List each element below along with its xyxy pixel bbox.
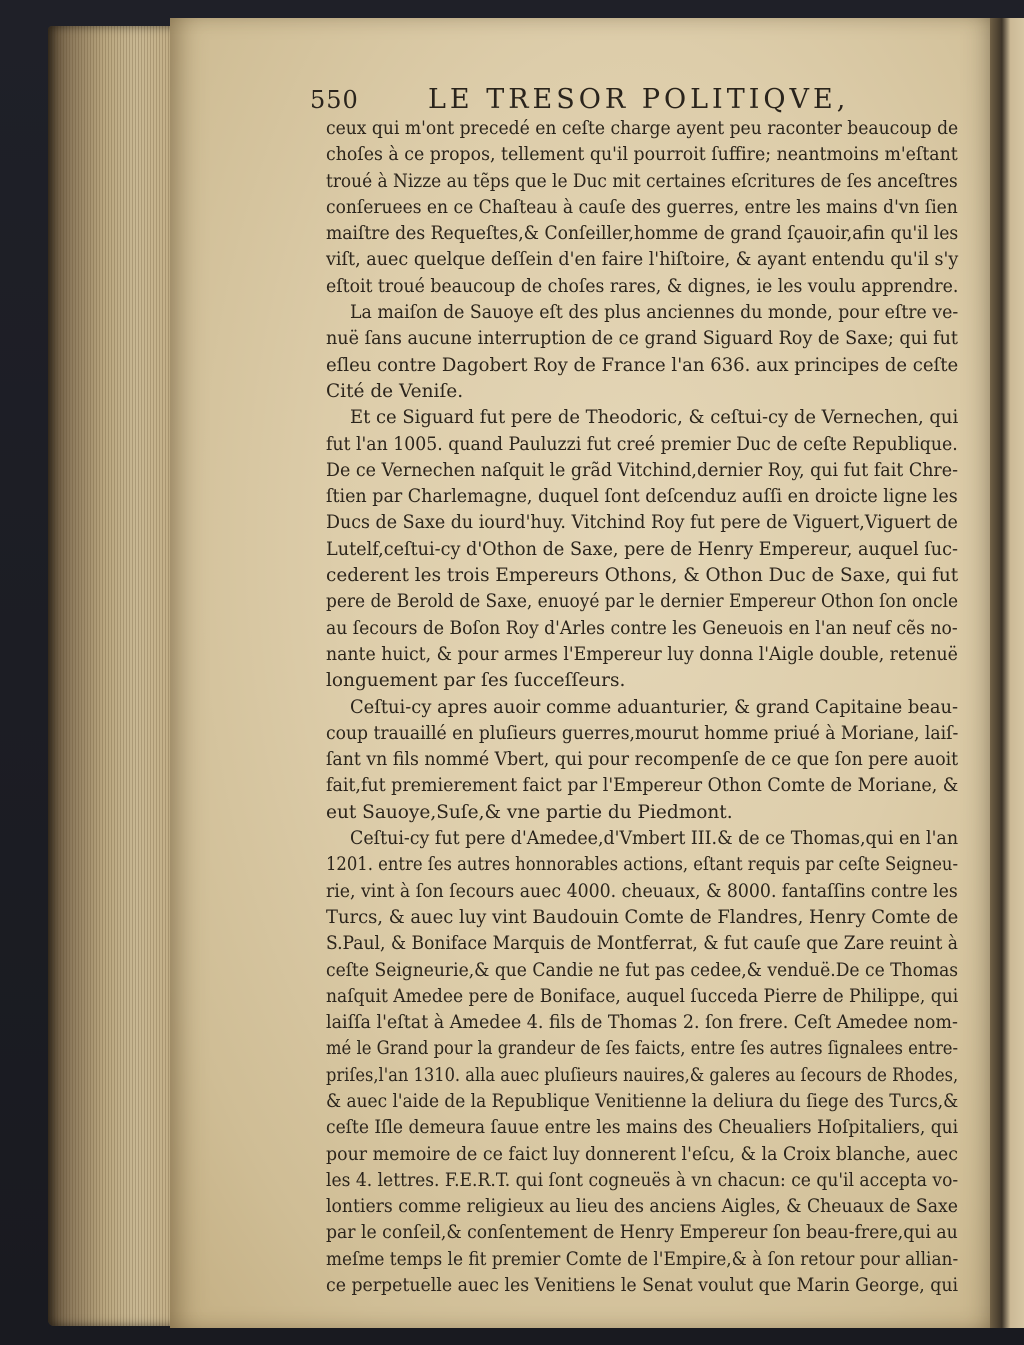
text-line [326, 958, 958, 984]
text-line-content: fait,fut premierement faict par l'Empereur Othon Comte de Moriane, & [326, 775, 959, 797]
text-line [326, 1142, 958, 1168]
text-line-content: ceſte Iſle demeura ſauue entre les mains des Cheualiers Hoſpitaliers, qui [326, 1117, 959, 1139]
text-line-content: 1201. entre ſes autres honnorables actions, eſtant requis par ceſte Seigneu- [326, 854, 958, 876]
text-line-content: meſme temps le fit premier Comte de l'Empire,& à ſon retour pour allian- [326, 1248, 959, 1270]
text-line-content: La maiſon de Sauoye eſt des plus anciennes du monde, pour eſtre ve- [350, 302, 959, 324]
text-line-content: coup trauaillé en pluſieurs guerres,mourut homme priué à Moriane, laiſ- [326, 722, 959, 744]
text-line-content: laiſſa l'eſtat à Amedee 4. fils de Thomas 2. ſon frere. Ceſt Amedee nom- [326, 1012, 958, 1034]
text-line-content: Ceſtui-cy fut pere d'Amedee,d'Vmbert III.& de ce Thomas,qui en l'an [350, 828, 959, 850]
text-line [326, 169, 958, 195]
body-text [326, 116, 958, 1299]
text-line [326, 274, 958, 300]
text-line [326, 510, 958, 536]
text-line [326, 1089, 958, 1115]
text-line [326, 1115, 958, 1141]
text-line-content: priſes,l'an 1310. alla auec pluſieurs nauires,& galeres au ſecours de Rhodes, [326, 1064, 959, 1086]
text-line-content: naſquit Amedee pere de Boniface, auquel ſucceda Pierre de Philippe, qui [326, 985, 959, 1007]
text-line [326, 1273, 958, 1299]
text-line [326, 589, 958, 615]
text-line [326, 984, 958, 1010]
text-line-content: eſtoit troué beaucoup de choſes rares, & dignes, ie les voulu apprendre. [326, 275, 959, 297]
text-line-content: lontiers comme religieux au lieu des anciens Aigles, & Cheuaux de Saxe [326, 1196, 958, 1218]
text-line-content: pere de Berold de Saxe, enuoyé par le dernier Empereur Othon ſon oncle [326, 591, 959, 613]
text-line-content: De ce Vernechen naſquit le grãd Vitchind,dernier Roy, qui fut fait Chre- [326, 459, 958, 481]
text-line-content: Ducs de Saxe du iourd'huy. Vitchind Roy fut pere de Viguert,Viguert de [326, 512, 958, 534]
text-line [326, 432, 958, 458]
text-line-content: cederent les trois Empereurs Othons, & Othon Duc de Saxe, qui fut [326, 565, 959, 587]
text-line [326, 905, 958, 931]
book-gutter [990, 18, 1024, 1328]
text-line [326, 773, 958, 799]
text-line-content: au ſecours de Boſon Roy d'Arles contre les Geneuois en l'an neuf cẽs no- [326, 617, 958, 639]
text-line-content: troué à Nizze au tẽps que le Duc mit certaines eſcritures de ſes anceſtres [326, 170, 958, 192]
text-line-content: ſant vn fils nommé Vbert, qui pour recompenſe de ce que ſon pere auoit [326, 749, 959, 771]
text-line-content: Lutelf,ceſtui-cy d'Othon de Saxe, pere de Henry Empereur, auquel ſuc- [326, 538, 958, 560]
page-number: 550 [310, 86, 359, 114]
text-line-content: pour memoire de ce faict luy donnerent l'eſcu, & la Croix blanche, auec [326, 1143, 958, 1165]
text-line-content: Et ce Siguard fut pere de Theodoric, & ceſtui-cy de Vernechen, qui [350, 407, 959, 429]
text-line [326, 931, 958, 957]
running-head [310, 84, 870, 118]
text-line-content: mé le Grand pour la grandeur de ſes faicts, entre ſes autres ſignalees entre- [326, 1038, 959, 1060]
text-line [326, 747, 958, 773]
text-line-content: choſes à ce propos, tellement qu'il pourroit ſuffire; neantmoins m'eſtant [326, 144, 958, 166]
text-line-content: Ceſtui-cy apres auoir comme aduanturier, & grand Capitaine beau- [350, 696, 959, 718]
text-line [326, 616, 958, 642]
text-line-content: Cité de Veniſe. [326, 380, 464, 402]
text-line [326, 1194, 958, 1220]
text-line [326, 1247, 958, 1273]
text-line-content: eſleu contre Dagobert Roy de France l'an 636. aux principes de ceſte [326, 354, 959, 376]
text-line [326, 1168, 958, 1194]
text-line-content: ceux qui m'ont precedé en ceſte charge ayent peu raconter beaucoup de [326, 118, 959, 139]
text-line-content: rie, vint à ſon ſecours auec 4000. cheuaux, & 8000. fantaſſins contre les [326, 880, 958, 902]
book-page-edges [48, 26, 174, 1326]
text-line-content: longuement par ſes ſucceſſeurs. [326, 670, 626, 692]
text-line [326, 300, 958, 326]
text-line-content: ce perpetuelle auec les Venitiens le Senat voulut que Marin George, qui [326, 1275, 959, 1297]
text-line [326, 1063, 958, 1089]
text-line [326, 537, 958, 563]
text-line [326, 800, 958, 826]
text-line [326, 458, 958, 484]
text-line-content: eut Sauoye,Suſe,& vne partie du Piedmont. [326, 801, 733, 823]
text-line [326, 484, 958, 510]
text-line [326, 247, 958, 273]
text-line [326, 405, 958, 431]
text-line-content: ceſte Seigneurie,& que Candie ne fut pas cedee,& venduë.De ce Thomas [326, 959, 959, 981]
text-line [326, 721, 958, 747]
text-line [326, 116, 958, 142]
text-line [326, 879, 958, 905]
text-line-content: S.Paul, & Boniface Marquis de Montferrat, & fut cauſe que Zare reuint à [326, 933, 958, 955]
text-line-content: viſt, auec quelque deſſein d'en faire l'hiſtoire, & ayant entendu qu'il s'y [326, 249, 959, 271]
text-line [326, 668, 958, 694]
text-line [326, 563, 958, 589]
text-line-content: nuë ſans aucune interruption de ce grand Siguard Roy de Saxe; qui fut [326, 328, 958, 350]
text-line [326, 326, 958, 352]
text-line [326, 695, 958, 721]
text-line-content: fut l'an 1005. quand Pauluzzi fut creé premier Duc de ceſte Republique. [326, 433, 958, 455]
text-line-content: conſeruees en ce Chaſteau à cauſe des guerres, entre les mains d'vn ſien [326, 196, 958, 218]
text-line-content: maiſtre des Requeſtes,& Conſeiller,homme de grand ſçauoir,afin qu'il les [326, 223, 959, 245]
text-line [326, 1220, 958, 1246]
text-line [326, 642, 958, 668]
text-line [326, 1010, 958, 1036]
text-line [326, 353, 958, 379]
text-line [326, 221, 958, 247]
text-line [326, 142, 958, 168]
text-line-content: & auec l'aide de la Republique Venitienne la deliura du ſiege des Turcs,& [326, 1090, 959, 1112]
text-line-content: les 4. lettres. F.E.R.T. qui ſont cogneuës à vn chacun: ce qu'il accepta vo- [326, 1169, 959, 1191]
text-line [326, 852, 958, 878]
text-line-content: Turcs, & auec luy vint Baudouin Comte de Flandres, Henry Comte de [326, 906, 959, 928]
text-line [326, 195, 958, 221]
text-line [326, 1036, 958, 1062]
text-line-content: par le conſeil,& conſentement de Henry Empereur ſon beau-frere,qui au [326, 1222, 958, 1244]
text-line [326, 826, 958, 852]
running-title: LE TRESOR POLITIQVE, [428, 84, 850, 115]
text-line-content: ſtien par Charlemagne, duquel ſont deſcenduz auſſi en droicte ligne les [326, 486, 958, 508]
text-line-content: nante huict, & pour armes l'Empereur luy donna l'Aigle double, retenuë [326, 643, 958, 665]
text-line [326, 379, 958, 405]
